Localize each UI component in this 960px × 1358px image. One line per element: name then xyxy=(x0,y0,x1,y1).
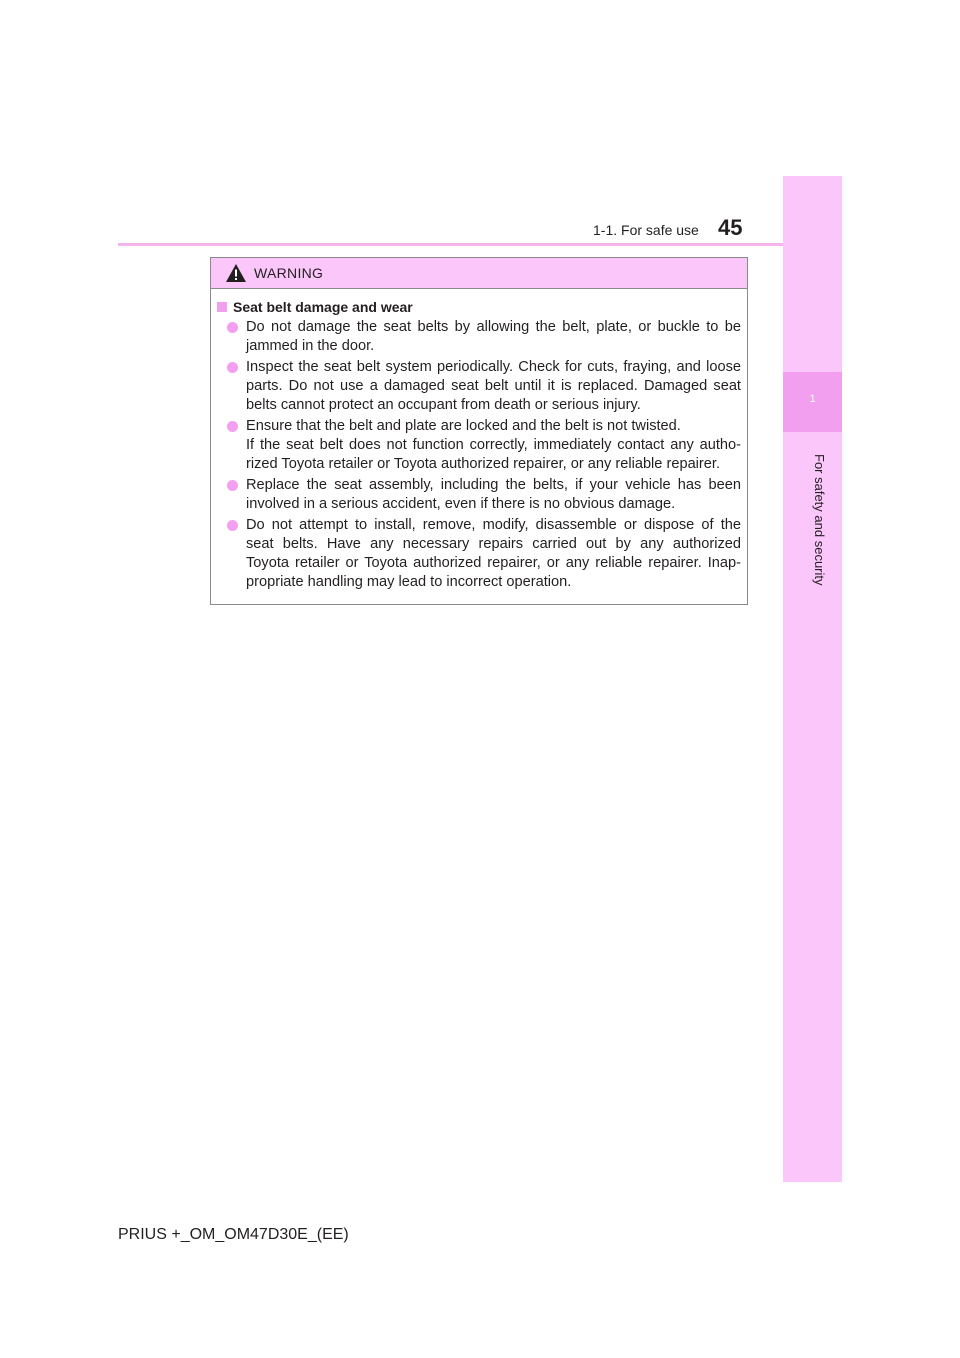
subheading xyxy=(217,299,741,315)
warning-item xyxy=(217,516,741,592)
warning-line: If the seat belt does not function correctly, immediately contact any autho- xyxy=(246,437,741,453)
warning-line: rized Toyota retailer or Toyota authorized repairer, or any reliable repairer. xyxy=(246,456,721,472)
warning-line: seat belts. Have any necessary repairs carried out by any authorized xyxy=(246,536,741,552)
chapter-number: 1 xyxy=(809,393,816,405)
chapter-label: For safety and security xyxy=(812,454,827,586)
warning-item xyxy=(217,417,741,474)
warning-title: WARNING xyxy=(254,265,324,281)
square-bullet-icon xyxy=(217,302,227,312)
warning-line: Replace the seat assembly, including the belts, if your vehicle has been xyxy=(246,477,741,493)
page-number: 45 xyxy=(718,215,743,240)
warning-line: propriate handling may lead to incorrect operation. xyxy=(246,574,572,590)
warning-line: belts cannot protect an occupant from death or serious injury. xyxy=(246,397,641,413)
bullet-dot-icon xyxy=(227,480,238,491)
section-title: 1-1. For safe use xyxy=(593,222,699,238)
warning-body xyxy=(211,289,747,592)
warning-line: jammed in the door. xyxy=(246,338,375,354)
warning-triangle-icon xyxy=(225,263,247,283)
warning-box xyxy=(210,257,748,605)
chapter-side-tab xyxy=(783,176,842,1182)
warning-header xyxy=(211,258,747,289)
bullet-dot-icon xyxy=(227,520,238,531)
warning-line: involved in a serious accident, even if there is no obvious damage. xyxy=(246,496,676,512)
bullet-dot-icon xyxy=(227,421,238,432)
subheading-text: Seat belt damage and wear xyxy=(233,299,413,315)
warning-item xyxy=(217,318,741,356)
warning-line: Do not attempt to install, remove, modify, disassemble or dispose of the xyxy=(246,517,741,533)
warning-line: Do not damage the seat belts by allowing the belt, plate, or buckle to be xyxy=(246,319,741,335)
warning-line: parts. Do not use a damaged seat belt until it is replaced. Damaged seat xyxy=(246,378,741,394)
header-rule xyxy=(118,243,783,246)
warning-line: Ensure that the belt and plate are locked and the belt is not twisted. xyxy=(246,418,681,434)
bullet-dot-icon xyxy=(227,322,238,333)
warning-line: Toyota retailer or Toyota authorized repairer, or any reliable repairer. Inap- xyxy=(246,555,741,571)
warning-line: Inspect the seat belt system periodically. Check for cuts, fraying, and loose xyxy=(246,359,741,375)
bullet-dot-icon xyxy=(227,362,238,373)
document-code: PRIUS +_OM_OM47D30E_(EE) xyxy=(118,1226,349,1243)
warning-item xyxy=(217,476,741,514)
warning-item xyxy=(217,358,741,415)
